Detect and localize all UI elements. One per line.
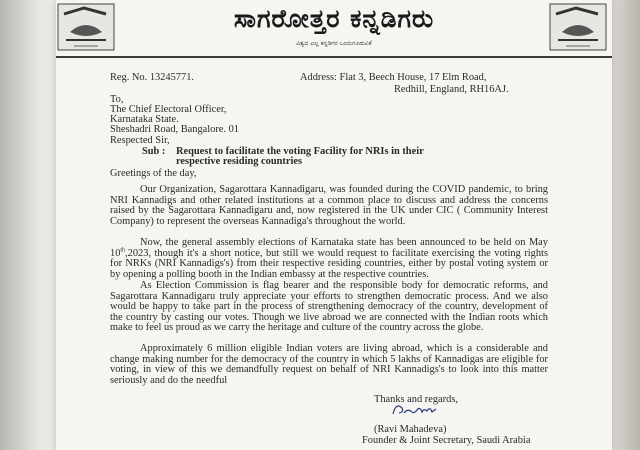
greeting: Greetings of the day,	[110, 168, 197, 179]
organization-logo-left	[56, 2, 116, 52]
letterhead	[56, 0, 612, 58]
salutation: Respected Sir,	[110, 135, 170, 146]
paragraph-elections-text-1: Now, the general assembly elections of Karnataka state has been announced to be held on May 10	[110, 237, 548, 259]
recipient-line-3: Karnataka State.	[110, 114, 179, 125]
recipient-line-4: Sheshadri Road, Bangalore. 01	[110, 124, 239, 135]
subject-line-2: respective residing countries	[176, 156, 303, 167]
recipient-line-1: To,	[110, 94, 124, 105]
paragraph-elections-text-2: ,2023, though it's a short notice, but still we would request to facilitate exercising the voting rights for NRKs (NRI Kannadigs's) from their respective residing countries, either by postal voting system or by opening a polling booth in the Indian embassy at the respective countries.	[110, 247, 548, 280]
paragraph-organization: Our Organization, Sagarottara Kannadigaru, was founded during the COVID pandemic, to bring NRI Kannadigs and other related institutions at a common place to discuss and address the concerns raised by the Sagarottara Kannadigaru and, now registered in the UK under CIC ( Community Interest Company) to represent the overseas Kannadiga's throughout the world.	[110, 184, 548, 227]
date-ordinal-suffix: th	[120, 247, 126, 254]
recipient-line-2: The Chief Electoral Officer,	[110, 104, 227, 115]
paragraph-voters-abroad: Approximately 6 million eligible Indian voters are living abroad, which is a considerable and change making number for the democracy of the country in which 5 lakhs of Kannadigas are eligible for voting, in view of this we demandfully request on behalf of NRI Kannadigs's to look into this matter seriously and do the needful	[110, 343, 548, 386]
organization-logo-right	[548, 2, 608, 52]
paragraph-election-commission: As Election Commission is flag bearer and the responsible body for democratic reforms, and Sagarottara Kannadigaru truly appreciate your efforts to strengthen democratic process. And we also would be happy to take part in the process of strengthening democracy of the country, development of the country by casting our votes. Though we live abroad we are connected with the Indian roots which make to feel us proud as we carry the heritage and culture of the country across the globe.	[110, 280, 548, 334]
letterhead-tagline: ವಿಶ್ವದ ಎಲ್ಲ ಕನ್ನಡಿಗರ ಒಂದುಗೂಡುವಿಕೆ	[296, 40, 372, 47]
address-line-2: Redhill, England, RH16AJ.	[394, 84, 509, 95]
signatory-name: (Ravi Mahadeva)	[374, 424, 447, 435]
handwritten-signature	[390, 400, 440, 420]
registration-number: Reg. No. 13245771.	[110, 72, 194, 83]
letterhead-title: ಸಾಗರೋತ್ತರ ಕನ್ನಡಿಗರು	[233, 4, 435, 33]
subject-prefix: Sub :	[142, 146, 166, 157]
subject-line-1: Request to facilitate the voting Facility for NRIs in their	[176, 146, 424, 157]
closing: Thanks and regards,	[374, 394, 458, 405]
address-line-1: Address: Flat 3, Beech House, 17 Elm Road,	[300, 72, 487, 83]
letter-page	[56, 0, 612, 450]
paragraph-elections	[110, 238, 548, 280]
signatory-title: Founder & Joint Secretary, Saudi Arabia	[362, 435, 531, 446]
